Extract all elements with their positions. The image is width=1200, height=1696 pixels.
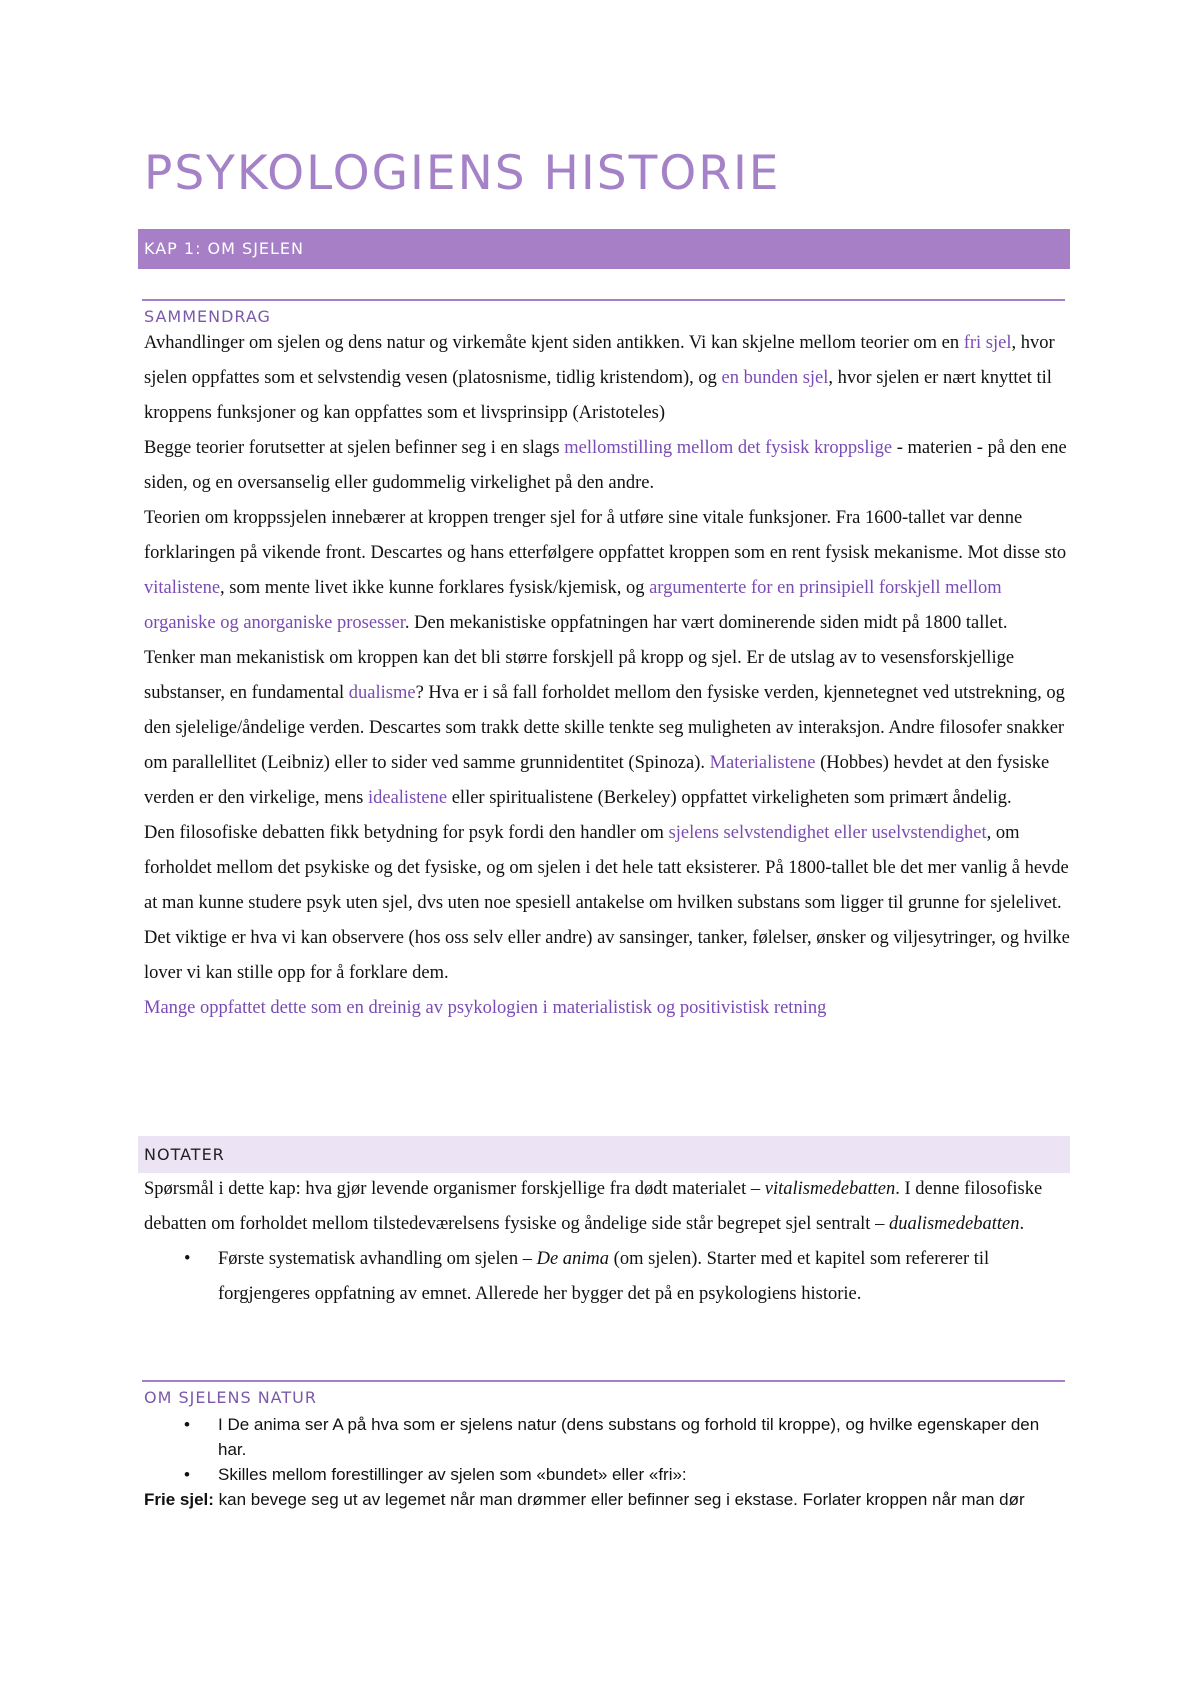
- document-title: PSYKOLOGIENS HISTORIE: [144, 146, 781, 201]
- highlight-middle-position: mellomstilling mellom det fysisk kroppslige: [564, 438, 893, 458]
- list-item: • Skilles mellom forestillinger av sjelen som «bundet» eller «fri»:: [144, 1462, 1070, 1487]
- summary-paragraph-4: Tenker man mekanistisk om kroppen kan det bli større forskjell på kropp og sjel. Er de utslag av to vesensforskjellige substanser, en fundamental dualisme? Hva er i så fall forholdet mellom den fysiske verden, kjennetegnet ved utstrekning, og den sjelelige/åndelige verden. Descartes som trakk dette skille tenkte seg muligheten av interaksjon. Andre filosofer snakker om parallellitet (Leibniz) eller to sider ved samme grunnidentitet (Spinoza). Materialistene (Hobbes) hevdet at den fysiske verden er den virkelige, mens idealistene eller spiritualistene (Berkeley) oppfattet virkeligheten som primært åndelig.: [144, 648, 1065, 808]
- term-dualismedebatten: dualismedebatten: [888, 1214, 1020, 1234]
- highlight-bound-soul: en bunden sjel: [721, 368, 829, 388]
- chapter-heading: KAP 1: OM SJELEN: [138, 229, 1070, 269]
- notes-bullet-list: [144, 1242, 1070, 1312]
- highlight-materialists: Materialistene: [709, 753, 816, 773]
- summary-paragraph-2: Begge teorier forutsetter at sjelen befinner seg i en slags mellomstilling mellom det fysisk kroppslige - materien - på den ene siden, og en oversanselig eller gudommelig virkelighet på den andre.: [144, 438, 1067, 493]
- term-vitalismedebatten: vitalismedebatten: [764, 1179, 896, 1199]
- nature-bullet-list: [144, 1412, 1070, 1487]
- summary-heading: SAMMENDRAG: [144, 307, 271, 326]
- notes-heading: NOTATER: [138, 1136, 1070, 1173]
- highlight-dualism: dualisme: [348, 683, 416, 703]
- summary-paragraph-1: Avhandlinger om sjelen og dens natur og virkemåte kjent siden antikken. Vi kan skjelne mellom teorier om en fri sjel, hvor sjelen oppfattes som et selvstendig vesen (platosnisme, tidlig kristendom), og en bunden sjel, hvor sjelen er nært knyttet til kroppens funksjoner og kan oppfattes som et livsprinsipp (Aristoteles): [144, 333, 1055, 423]
- bullet-icon: •: [184, 1415, 190, 1434]
- notes-paragraph-1: Spørsmål i dette kap: hva gjør levende organismer forskjellige fra dødt materialet – vitalismedebatten. I denne filosofiske debatten om forholdet mellom tilstedeværelsens fysiske og åndelige side står begrepet sjel sentralt – dualismedebatten.: [144, 1179, 1043, 1234]
- notes-body: [144, 1172, 1070, 1312]
- free-soul-definition: Frie sjel: kan bevege seg ut av legemet når man drømmer eller befinner seg i ekstase. Forlater kroppen når man dør: [144, 1490, 1025, 1509]
- summary-paragraph-6: Mange oppfattet dette som en dreinig av psykologien i materialistisk og positivistisk retning: [144, 998, 827, 1018]
- free-soul-label: Frie sjel:: [144, 1490, 214, 1509]
- list-item: • I De anima ser A på hva som er sjelens natur (dens substans og forhold til kroppe), og hvilke egenskaper den har.: [144, 1412, 1070, 1462]
- section-rule: [142, 299, 1065, 301]
- highlight-vitalists: vitalistene: [144, 578, 221, 598]
- nature-heading: OM SJELENS NATUR: [144, 1388, 317, 1407]
- list-item: • Første systematisk avhandling om sjelen – De anima (om sjelen). Starter med et kapitel som refererer til forgjengeres oppfatning av emnet. Allerede her bygger det på en psykologiens historie.: [144, 1242, 1070, 1312]
- summary-paragraph-5: Den filosofiske debatten fikk betydning for psyk fordi den handler om sjelens selvstendighet eller uselvstendighet, om forholdet mellom det psykiske og det fysiske, og om sjelen i det hele tatt eksisterer. På 1800-tallet ble det mer vanlig å hevde at man kunne studere psyk uten sjel, dvs uten noe spesiell antakelse om hvilken substans som ligger til grunne for sjelelivet. Det viktige er hva vi kan observere (hos oss selv eller andre) av sansinger, tanker, følelser, ønsker og viljesytringer, og hvilke lover vi kan stille opp for å forklare dem.: [144, 823, 1070, 983]
- summary-body: [144, 326, 1070, 1026]
- summary-paragraph-3: Teorien om kroppssjelen innebærer at kroppen trenger sjel for å utføre sine vitale funksjoner. Fra 1600-tallet var denne forklaringen på vikende front. Descartes og hans etterfølgere oppfattet kroppen som en rent fysisk mekanisme. Mot disse sto vitalistene, som mente livet ikke kunne forklares fysisk/kjemisk, og argumenterte for en prinsipiell forskjell mellom organiske og anorganiske prosesser. Den mekanistiske oppfatningen har vært dominerende siden midt på 1800 tallet.: [144, 508, 1067, 633]
- bullet-icon: •: [184, 1465, 190, 1484]
- bullet-icon: •: [184, 1249, 191, 1269]
- highlight-free-soul: fri sjel: [963, 333, 1012, 353]
- highlight-organic-difference: argumenterte for en prinsipiell forskjell mellom organiske og anorganiske prosesser: [144, 578, 1002, 633]
- term-de-anima: De anima: [536, 1249, 610, 1269]
- section-rule: [142, 1380, 1065, 1382]
- highlight-idealists: idealistene: [367, 788, 448, 808]
- nature-body: [144, 1412, 1070, 1512]
- highlight-soul-independence: sjelens selvstendighet eller uselvstendighet: [668, 823, 987, 843]
